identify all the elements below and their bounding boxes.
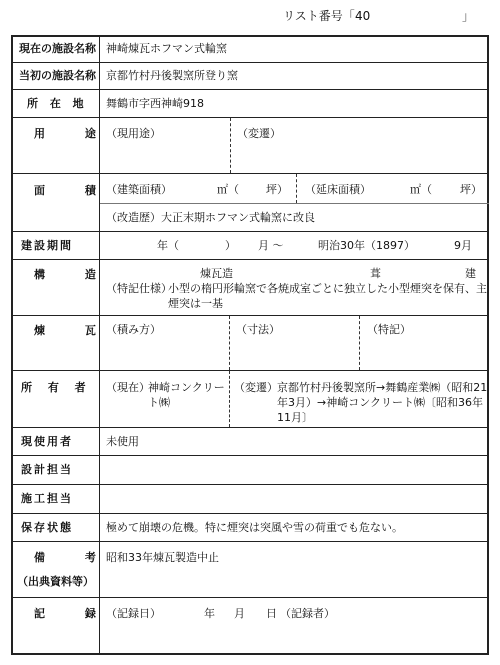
building-area-tsubo: 坪）	[266, 183, 288, 196]
record-month: 月	[234, 607, 245, 620]
list-number-close: 」	[462, 9, 475, 23]
condition-label: 保存状態	[21, 521, 73, 534]
brick-note-label: （特記）	[367, 323, 411, 336]
use-label: 用 途	[34, 127, 114, 140]
building-area-unit: ㎡（	[217, 183, 239, 196]
constructor-label: 施工担当	[21, 492, 73, 505]
structure-brick: 煉瓦造	[200, 267, 233, 280]
record-date-label: （記録日）	[106, 607, 161, 620]
structure-label: 構 造	[34, 268, 114, 281]
remarks-sublabel: （出典資料等）	[17, 575, 94, 588]
period-year: 年（	[157, 239, 179, 252]
designer-label: 設計担当	[21, 463, 73, 476]
owner-change-2: 年3月）→神崎コンクリート㈱〔昭和36年	[277, 396, 483, 409]
period-month-range: 月 ～	[258, 239, 284, 252]
list-number-label: リスト番号「	[283, 9, 355, 23]
use-change-label: （変遷）	[237, 127, 281, 140]
structure-spec-line2: 煙突は一基	[168, 297, 223, 310]
area-label: 面 積	[34, 184, 114, 197]
period-label: 建設期間	[21, 239, 73, 252]
floor-area-unit: ㎡（	[410, 183, 432, 196]
list-number: 40	[355, 9, 371, 23]
building-area-label: （建築面積）	[106, 183, 172, 196]
current-name-value: 神崎煉瓦ホフマン式輪窯	[106, 42, 227, 55]
owner-change-label: （変遷）	[234, 381, 278, 394]
structure-spec-line1: 小型の楕円形輪窯で各焼成室ごとに独立した小型煙突を保有、主	[168, 282, 487, 295]
original-name-value: 京都竹村丹後製窯所登り窯	[106, 69, 238, 82]
current-name-label: 現在の施設名称	[19, 42, 96, 55]
period-meiji-year: 明治30年（1897）	[318, 239, 415, 252]
renovation-history: （改造歴）大正末期ホフマン式輪窯に改良	[106, 211, 315, 224]
owner-label: 所 有 者	[21, 381, 92, 394]
current-user-value: 未使用	[106, 435, 139, 448]
remarks-value: 昭和33年煉瓦製造中止	[106, 551, 219, 564]
brick-bond-label: （積み方）	[106, 323, 161, 336]
original-name-label: 当初の施設名称	[19, 69, 96, 82]
owner-current-1: 神崎コンクリー	[148, 381, 225, 394]
owner-current-label: （現在）	[106, 381, 150, 394]
period-month-end: 9月	[454, 239, 472, 252]
owner-change-1: 京都竹村丹後製窯所→舞鶴産業㈱（昭和21	[277, 381, 488, 394]
structure-build: 建	[465, 267, 476, 280]
location-label: 所 在 地	[27, 97, 88, 110]
record-label: 記 録	[34, 607, 114, 620]
floor-area-label: （延床面積）	[305, 183, 371, 196]
remarks-label: 備 考	[34, 551, 114, 564]
brick-label: 煉 瓦	[34, 324, 114, 337]
record-recorder-label: （記録者）	[280, 607, 335, 620]
floor-area-tsubo: 坪）	[460, 183, 482, 196]
record-year: 年	[204, 607, 215, 620]
brick-size-label: （寸法）	[236, 323, 280, 336]
period-paren: ）	[225, 239, 236, 252]
owner-current-2: ト㈱	[148, 396, 170, 409]
owner-change-3: 11月〕	[277, 411, 313, 424]
location-value: 舞鶴市字西神崎918	[106, 97, 204, 110]
structure-roof: 葺	[370, 267, 381, 280]
use-current-label: （現用途）	[106, 127, 161, 140]
condition-value: 極めて崩壊の危機。特に煙突は突風や雪の荷重でも危ない。	[106, 521, 403, 534]
record-day: 日	[266, 607, 277, 620]
structure-spec-label: （特記仕様）	[106, 282, 172, 295]
current-user-label: 現使用者	[21, 435, 73, 448]
